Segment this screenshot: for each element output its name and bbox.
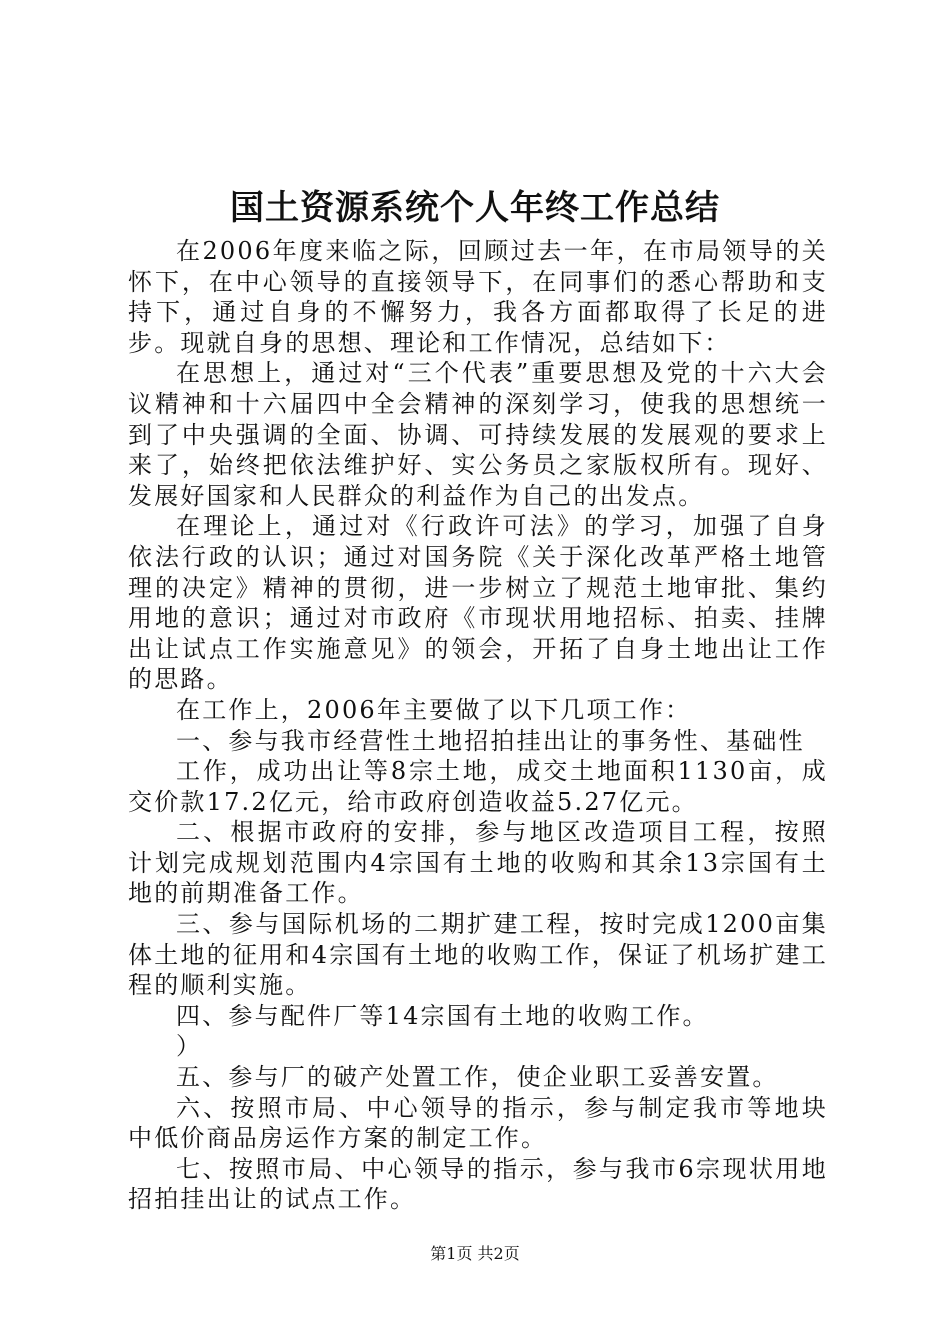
paragraph-intro: 在2006年度来临之际，回顾过去一年，在市局领导的关怀下，在中心领导的直接领导下，在同事们的悉心帮助和支持下，通过自身的不懈努力，我各方面都取得了长足的进步。现就自身的思想、理论和工作情况，总结如下：	[128, 237, 828, 357]
paragraph-thought: 在思想上，通过对“三个代表”重要思想及党的十六大会议精神和十六届四中全会精神的深刻学习，使我的思想统一到了中央强调的全面、协调、可持续发展的发展观的要求上来了，始终把依法维护好、实公务员之家版权所有。现好、发展好国家和人民群众的利益作为自己的出发点。	[128, 359, 828, 510]
paragraph-item-2: 二、根据市政府的安排，参与地区改造项目工程，按照计划完成规划范围内4宗国有土地的收购和其余13宗国有土地的前期准备工作。	[128, 818, 828, 908]
document-body	[128, 236, 828, 1215]
paragraph-item-5: 五、参与厂的破产处置工作，使企业职工妥善安置。	[176, 1063, 779, 1092]
paragraph-theory: 在理论上，通过对《行政许可法》的学习，加强了自身依法行政的认识；通过对国务院《关于深化改革严格土地管理的决定》精神的贯彻，进一步树立了规范土地审批、集约用地的意识；通过对市政府《市现状用地招标、拍卖、挂牌出让试点工作实施意见》的领会，开拓了自身土地出让工作的思路。	[128, 512, 828, 694]
paragraph-item-4: 四、参与配件厂等14宗国有土地的收购工作。	[176, 1001, 709, 1030]
paragraph-item-1: 一、参与我市经营性土地招拍挂出让的事务性、基础性	[176, 726, 805, 755]
paragraph-work-intro: 在工作上，2006年主要做了以下几项工作：	[176, 695, 692, 724]
paragraph-item-7: 七、按照市局、中心领导的指示，参与我市6宗现状用地招拍挂出让的试点工作。	[128, 1154, 828, 1214]
page-footer: 第1页 共2页	[430, 1244, 520, 1263]
paragraph-item-3: 三、参与国际机场的二期扩建工程，按时完成1200亩集体土地的征用和4宗国有土地的收购工作，保证了机场扩建工程的顺利实施。	[128, 910, 828, 1000]
paragraph-item-1-cont: 工作，成功出让等8宗土地，成交土地面积1130亩，成交价款17.2亿元，给市政府创造收益5.27亿元。	[128, 757, 828, 816]
document-title: 国土资源系统个人年终工作总结	[230, 188, 720, 228]
paragraph-stray-bracket: ）	[176, 1032, 203, 1061]
paragraph-item-6: 六、按照市局、中心领导的指示，参与制定我市等地块中低价商品房运作方案的制定工作。	[128, 1093, 828, 1153]
